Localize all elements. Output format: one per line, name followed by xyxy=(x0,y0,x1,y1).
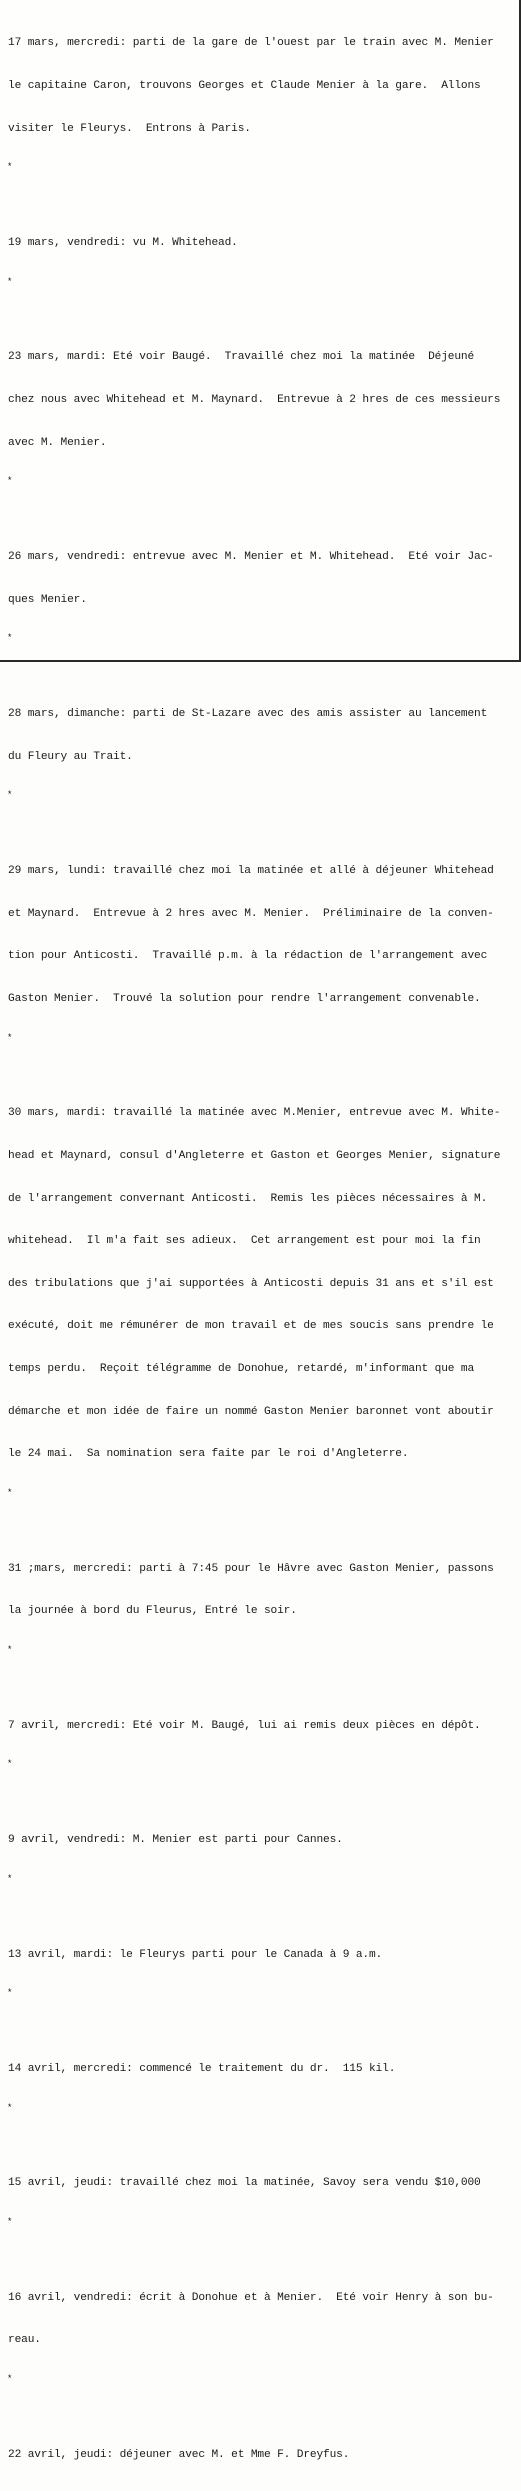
entry-line: 26 mars, vendredi: entrevue avec M. Menier et M. Whitehead. Eté voir Jac- xyxy=(8,551,494,564)
entry-line: de l'arrangement convernant Anticosti. Remis les pièces nécessaires à M. xyxy=(8,1192,488,1205)
diary-entry xyxy=(8,1078,505,1525)
entry-line: chez nous avec Whitehead et M. Maynard. Entrevue à 2 hres de ces messieurs xyxy=(8,394,501,407)
entry-line: head et Maynard, consul d'Angleterre et Gaston et Georges Menier, signature xyxy=(8,1150,501,1163)
asterisk-separator: * xyxy=(7,276,13,287)
asterisk-separator: * xyxy=(7,1988,13,1999)
diary-entry xyxy=(8,2262,505,2411)
entry-line: 17 mars, mercredi: parti de la gare de l'ouest par le train avec M. Menier xyxy=(8,37,494,50)
entry-line: du Fleury au Trait. xyxy=(8,750,133,763)
asterisk-separator: * xyxy=(7,1873,13,1884)
entry-line: 9 avril, vendredi: M. Menier est parti pour Cannes. xyxy=(8,1834,343,1847)
entry-line: 13 avril, mardi: le Fleurys parti pour le Canada à 9 a.m. xyxy=(8,1948,383,1961)
entry-line: 15 avril, jeudi: travaillé chez moi la matinée, Savoy sera vendu $10,000 xyxy=(8,2177,481,2190)
entry-line: Gaston Menier. Trouvé la solution pour rendre l'arrangement convenable. xyxy=(8,993,481,1005)
entry-line: 23 mars, mardi: Eté voir Baugé. Travaillé chez moi la matinée Déjeuné xyxy=(8,351,475,364)
asterisk-separator: * xyxy=(7,2217,13,2228)
entry-line: 16 avril, vendredi: écrit à Donohue et à Menier. Eté voir Henry à son bu- xyxy=(8,2291,494,2304)
diary-entry xyxy=(8,1805,505,1911)
entry-line: 31 ;mars, mercredi: parti à 7:45 pour le Hâvre avec Gaston Menier, passons xyxy=(8,1562,494,1575)
diary-entry xyxy=(8,208,505,314)
entry-line: avec M. Menier. xyxy=(8,436,107,449)
entry-line: visiter le Fleurys. Entrons à Paris. xyxy=(8,122,251,135)
entry-line: 14 avril, mercredi: commencé le traitement du dr. 115 kil. xyxy=(8,2063,396,2076)
diary-entry xyxy=(8,1690,505,1796)
entry-line: 29 mars, lundi: travaillé chez moi la matinée et allé à déjeuner Whitehead xyxy=(8,865,494,878)
entry-line: exécuté, doit me rémunérer de mon travail et de mes soucis sans prendre le xyxy=(8,1320,494,1333)
asterisk-separator: * xyxy=(7,476,13,487)
entry-line: whitehead. Il m'a fait ses adieux. Cet arrangement est pour moi la fin xyxy=(8,1235,481,1248)
asterisk-separator: * xyxy=(7,162,13,173)
diary-entry xyxy=(8,836,505,1070)
diary-entry xyxy=(8,2148,505,2254)
asterisk-separator: * xyxy=(7,1644,13,1655)
entry-line: 19 mars, vendredi: vu M. Whitehead. xyxy=(8,237,238,250)
asterisk-separator: * xyxy=(7,1032,13,1043)
asterisk-separator: * xyxy=(7,1759,13,1770)
asterisk-separator: * xyxy=(7,2102,13,2113)
diary-entry xyxy=(8,8,505,200)
diary-entry xyxy=(8,522,505,671)
entry-line: 22 avril, jeudi: déjeuner avec M. et Mme F. Dreyfus. xyxy=(8,2448,350,2461)
asterisk-separator: * xyxy=(7,1487,13,1498)
entry-line: temps perdu. Reçoit télégramme de Donohue, retardé, m'informant que ma xyxy=(8,1363,475,1376)
entry-line: la journée à bord du Fleurus, Entré le soir. xyxy=(8,1605,297,1618)
entry-line: tion pour Anticosti. Travaillé p.m. à la rédaction de l'arrangement avec xyxy=(8,950,488,963)
entry-line: le capitaine Caron, trouvons Georges et Claude Menier à la gare. Allons xyxy=(8,80,481,93)
entry-line: 30 mars, mardi: travaillé la matinée avec M.Menier, entrevue avec M. White- xyxy=(8,1107,501,1120)
asterisk-separator: * xyxy=(7,2374,13,2385)
diary-entry xyxy=(8,2419,505,2490)
asterisk-separator: * xyxy=(7,790,13,801)
entry-line: ques Menier. xyxy=(8,593,87,606)
entry-line: des tribulations que j'ai supportées à Anticosti depuis 31 ans et s'il est xyxy=(8,1277,494,1290)
diary-entry xyxy=(8,1533,505,1682)
entry-line: le 24 mai. Sa nomination sera faite par le roi d'Angleterre. xyxy=(8,1448,409,1461)
diary-entry xyxy=(8,679,505,828)
diary-entry xyxy=(8,1919,505,2025)
entry-line: 28 mars, dimanche: parti de St-Lazare avec des amis assister au lancement xyxy=(8,708,488,721)
asterisk-separator: * xyxy=(7,633,13,644)
entry-line: 7 avril, mercredi: Eté voir M. Baugé, lui ai remis deux pièces en dépôt. xyxy=(8,1719,481,1732)
diary-entry xyxy=(8,2034,505,2140)
diary-entry xyxy=(8,322,505,514)
entry-line: démarche et mon idée de faire un nommé Gaston Menier baronnet vont aboutir xyxy=(8,1405,494,1418)
entry-line: reau. xyxy=(8,2334,41,2347)
entry-line: et Maynard. Entrevue à 2 hres avec M. Menier. Préliminaire de la conven- xyxy=(8,907,494,920)
